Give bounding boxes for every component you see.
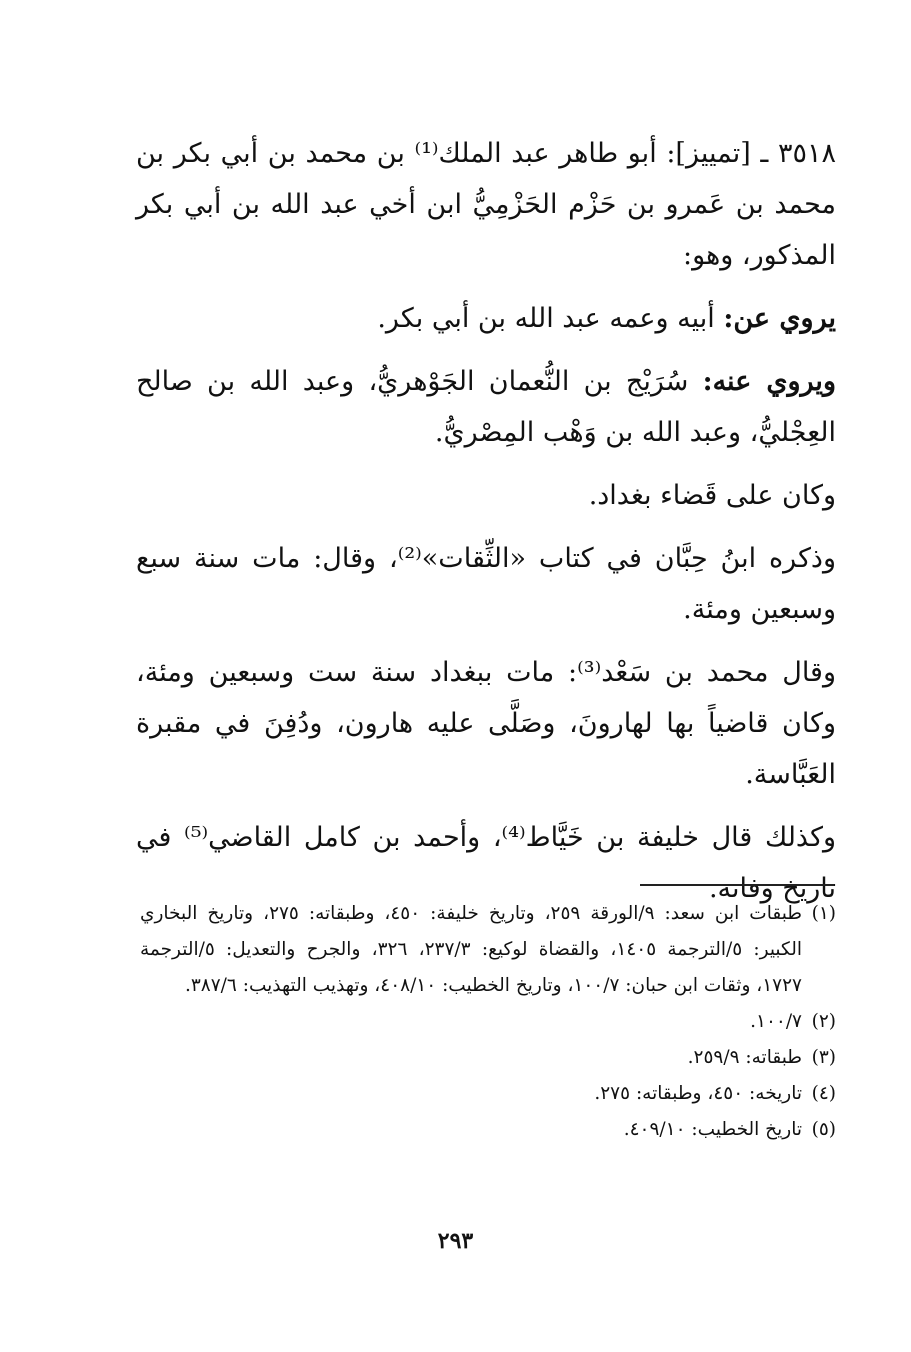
main-text	[136, 128, 836, 926]
narrates-from-text: أبيه وعمه عبد الله بن أبي بكر.	[377, 303, 715, 334]
narrated-by-label: ويروي عنه:	[702, 366, 836, 397]
footnote-3	[140, 1040, 836, 1076]
entry-paragraph	[136, 128, 836, 281]
footnote-number: (٥)	[811, 1119, 836, 1140]
footnote-4	[140, 1076, 836, 1112]
paragraph-judgeship: وكان على قَضاء بغداد.	[588, 480, 836, 511]
paragraph-ibn-sad: وقال محمد بن سَعْد⁽³⁾: مات ببغداد سنة ست وسبعين ومئة، وكان قاضياً بها لهارونَ، وصَلَّى عليه هارون، ودُفِنَ في مقبرة العَبَّاسة.	[136, 657, 836, 790]
footnote-1	[140, 896, 836, 1004]
footnote-number: (١)	[811, 903, 836, 924]
page-number: ٢٩٣	[437, 1228, 474, 1254]
entry-intro: أبو طاهر عبد الملك⁽¹⁾ بن محمد بن أبي بكر بن محمد بن عَمرو بن حَزْم الحَزْمِيُّ ابن أخي عبد الله بن أبي بكر المذكور، وهو:	[136, 138, 836, 271]
footnote-text: طبقاته: ٢٥٩/٩.	[687, 1047, 802, 1068]
entry-heading: ٣٥١٨ ـ [تمييز]:	[666, 138, 836, 169]
footnote-text: تاريخ الخطيب: ٤٠٩/١٠.	[623, 1119, 802, 1140]
footnote-text: تاريخه: ٤٥٠، وطبقاته: ٢٧٥.	[594, 1083, 802, 1104]
footnote-text: طبقات ابن سعد: ٩/الورقة ٢٥٩، وتاريخ خليفة: ٤٥٠، وطبقاته: ٢٧٥، وتاريخ البخاري الكبير: ٥/الترجمة ١٤٠٥، والقضاة لوكيع: ٢٣٧/٣، ٣٢٦، والجرح والتعديل: ٥/الترجمة ١٧٢٧، وثقات ابن حبان: ١٠٠/٧، وتاريخ الخطيب: ٤٠٨/١٠، وتهذيب التهذيب: ٣٨٧/٦.	[140, 903, 803, 996]
footnote-number: (٣)	[811, 1047, 836, 1068]
footnote-number: (٤)	[811, 1083, 836, 1104]
narrated-by-paragraph	[136, 356, 836, 458]
footnote-divider	[640, 884, 834, 886]
footnote-2	[140, 1004, 836, 1040]
narrates-from-paragraph	[136, 293, 836, 344]
paragraph-ibn-hibban: وذكره ابنُ حِبَّان في كتاب «الثِّقات»⁽²⁾، وقال: مات سنة سبع وسبعين ومئة.	[136, 543, 836, 625]
footnote-number: (٢)	[811, 1011, 836, 1032]
paragraph-khalifa: وكذلك قال خليفة بن خَيَّاط⁽⁴⁾، وأحمد بن كامل القاضي⁽⁵⁾ في تاريخ وفاته.	[136, 822, 836, 904]
footnote-5	[140, 1112, 836, 1148]
footnote-text: ١٠٠/٧.	[750, 1011, 802, 1032]
narrated-by-text: سُرَيْج بن النُّعمان الجَوْهريُّ، وعبد الله بن صالح العِجْليُّ، وعبد الله بن وَهْب المِصْريُّ.	[136, 366, 836, 448]
narrates-from-label: يروي عن:	[723, 303, 836, 334]
footnotes	[140, 896, 836, 1148]
